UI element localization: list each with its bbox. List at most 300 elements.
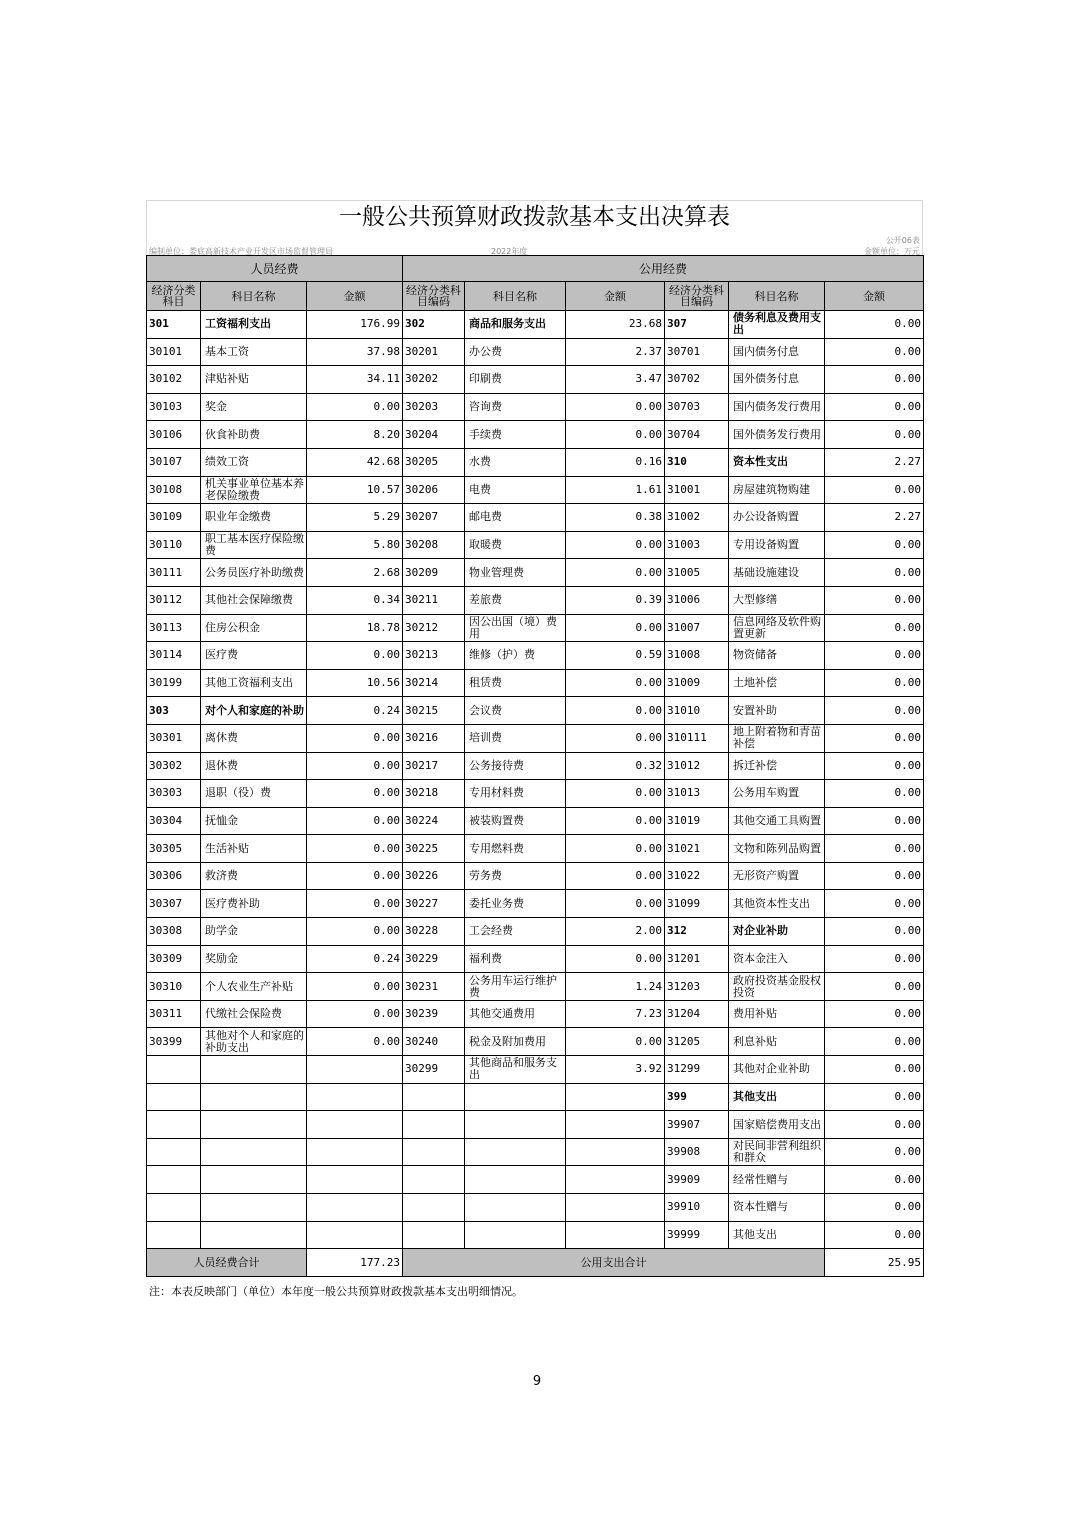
- amount: 0.16: [566, 448, 665, 476]
- amount: 0.00: [307, 973, 403, 1001]
- amount: 0.00: [825, 697, 924, 725]
- amount: 0.00: [566, 807, 665, 835]
- account-name: 专用设备购置: [729, 531, 825, 559]
- account-code: 30108: [147, 476, 201, 504]
- amount: 0.00: [825, 1000, 924, 1028]
- amount: 0.00: [825, 1138, 924, 1166]
- account-code: 30228: [403, 918, 465, 946]
- account-name: 公务用车购置: [729, 780, 825, 808]
- account-code: 30214: [403, 669, 465, 697]
- account-code: 30216: [403, 724, 465, 752]
- account-code: 30101: [147, 338, 201, 366]
- account-code: [403, 1083, 465, 1111]
- account-code: 31006: [665, 586, 729, 614]
- form-code: 公开06表: [885, 236, 920, 245]
- amount: 0.00: [566, 1028, 665, 1056]
- table-row: [147, 642, 924, 670]
- account-code: 39910: [665, 1194, 729, 1222]
- account-name: 取暖费: [465, 531, 566, 559]
- amount: 3.47: [566, 366, 665, 394]
- account-code: 31003: [665, 531, 729, 559]
- account-name: 安置补助: [729, 697, 825, 725]
- amount: 18.78: [307, 614, 403, 642]
- account-code: 303: [147, 697, 201, 725]
- account-code: 31010: [665, 697, 729, 725]
- amount: 0.00: [307, 752, 403, 780]
- table-row: [147, 697, 924, 725]
- amount: 0.00: [825, 835, 924, 863]
- public-total-label: 公用支出合计: [403, 1249, 825, 1277]
- account-name: 租赁费: [465, 669, 566, 697]
- account-code: 30212: [403, 614, 465, 642]
- account-name: 债务利息及费用支出: [729, 311, 825, 339]
- account-code: 30306: [147, 862, 201, 890]
- account-code: 30307: [147, 890, 201, 918]
- table-row: [147, 973, 924, 1001]
- account-name: 对企业补助: [729, 918, 825, 946]
- account-code: 30201: [403, 338, 465, 366]
- account-code: 31299: [665, 1056, 729, 1084]
- account-name: [465, 1221, 566, 1249]
- account-code: 31203: [665, 973, 729, 1001]
- amount: [307, 1056, 403, 1084]
- table-row: [147, 559, 924, 587]
- account-name: 劳务费: [465, 862, 566, 890]
- amount: 0.00: [307, 890, 403, 918]
- amount: 2.00: [566, 918, 665, 946]
- amount: [566, 1111, 665, 1139]
- table-row: [147, 393, 924, 421]
- account-name: 国内债务发行费用: [729, 393, 825, 421]
- amount: 34.11: [307, 366, 403, 394]
- table-body: [147, 311, 924, 1249]
- amount: 0.00: [825, 1083, 924, 1111]
- account-code: [403, 1138, 465, 1166]
- amount: 0.00: [825, 421, 924, 449]
- account-name: [465, 1111, 566, 1139]
- table-row: [147, 366, 924, 394]
- account-name: 津贴补贴: [201, 366, 307, 394]
- account-name: 奖金: [201, 393, 307, 421]
- account-name: 其他商品和服务支出: [465, 1056, 566, 1084]
- amount: [566, 1138, 665, 1166]
- account-name: 信息网络及软件购置更新: [729, 614, 825, 642]
- account-code: 30109: [147, 504, 201, 532]
- account-code: 30107: [147, 448, 201, 476]
- account-code: 30309: [147, 945, 201, 973]
- account-code: 31009: [665, 669, 729, 697]
- account-name: 其他对企业补助: [729, 1056, 825, 1084]
- page-title: 一般公共预算财政拨款基本支出决算表: [146, 200, 923, 233]
- header-amount: 金额: [566, 282, 665, 311]
- account-code: 310: [665, 448, 729, 476]
- account-code: 31021: [665, 835, 729, 863]
- account-name: 政府投资基金股权投资: [729, 973, 825, 1001]
- amount: [307, 1166, 403, 1194]
- account-code: 31002: [665, 504, 729, 532]
- amount: 0.00: [825, 973, 924, 1001]
- account-name: 救济费: [201, 862, 307, 890]
- account-code: [147, 1166, 201, 1194]
- account-name: [201, 1056, 307, 1084]
- account-code: 30304: [147, 807, 201, 835]
- amount: 1.24: [566, 973, 665, 1001]
- account-code: 30311: [147, 1000, 201, 1028]
- amount: 37.98: [307, 338, 403, 366]
- amount: 0.00: [566, 780, 665, 808]
- account-name: 文物和陈列品购置: [729, 835, 825, 863]
- amount: 176.99: [307, 311, 403, 339]
- amount: 0.38: [566, 504, 665, 532]
- account-name: [201, 1083, 307, 1111]
- table-row: [147, 752, 924, 780]
- account-code: 30239: [403, 1000, 465, 1028]
- account-code: 30106: [147, 421, 201, 449]
- amount: 23.68: [566, 311, 665, 339]
- header-name: 科目名称: [729, 282, 825, 311]
- account-name: 其他支出: [729, 1083, 825, 1111]
- account-name: 机关事业单位基本养老保险缴费: [201, 476, 307, 504]
- amount: 0.00: [307, 724, 403, 752]
- account-code: 30303: [147, 780, 201, 808]
- account-code: [147, 1194, 201, 1222]
- amount: 0.00: [307, 1028, 403, 1056]
- table-row: [147, 1221, 924, 1249]
- amount-unit: 金额单位：万元: [864, 247, 920, 256]
- account-name: 会议费: [465, 697, 566, 725]
- account-code: 312: [665, 918, 729, 946]
- account-name: 其他交通工具购置: [729, 807, 825, 835]
- amount: 0.00: [307, 780, 403, 808]
- account-name: 公务员医疗补助缴费: [201, 559, 307, 587]
- amount: 0.00: [825, 614, 924, 642]
- amount: [566, 1083, 665, 1111]
- amount: 42.68: [307, 448, 403, 476]
- amount: 2.37: [566, 338, 665, 366]
- account-name: 其他交通费用: [465, 1000, 566, 1028]
- account-name: 公务用车运行维护费: [465, 973, 566, 1001]
- account-code: 31001: [665, 476, 729, 504]
- account-name: 伙食补助费: [201, 421, 307, 449]
- account-code: 30299: [403, 1056, 465, 1084]
- account-code: 30111: [147, 559, 201, 587]
- account-code: 30202: [403, 366, 465, 394]
- amount: 0.00: [566, 531, 665, 559]
- account-name: 物业管理费: [465, 559, 566, 587]
- account-code: 30217: [403, 752, 465, 780]
- header-name: 科目名称: [465, 282, 566, 311]
- account-name: 利息补贴: [729, 1028, 825, 1056]
- account-code: 30110: [147, 531, 201, 559]
- account-name: 电费: [465, 476, 566, 504]
- account-name: 绩效工资: [201, 448, 307, 476]
- public-total-value: 25.95: [825, 1249, 924, 1277]
- account-name: [201, 1166, 307, 1194]
- amount: 0.00: [825, 1111, 924, 1139]
- amount: 0.00: [566, 724, 665, 752]
- account-code: 30209: [403, 559, 465, 587]
- account-name: 职工基本医疗保险缴费: [201, 531, 307, 559]
- account-code: [403, 1166, 465, 1194]
- account-name: 税金及附加费用: [465, 1028, 566, 1056]
- amount: 0.00: [825, 366, 924, 394]
- table-row: [147, 476, 924, 504]
- amount: 0.00: [566, 697, 665, 725]
- amount: 0.59: [566, 642, 665, 670]
- account-name: 专用材料费: [465, 780, 566, 808]
- account-code: 30203: [403, 393, 465, 421]
- account-code: 31013: [665, 780, 729, 808]
- amount: 0.00: [566, 421, 665, 449]
- account-code: [147, 1111, 201, 1139]
- account-name: 国家赔偿费用支出: [729, 1111, 825, 1139]
- account-name: 医疗费: [201, 642, 307, 670]
- account-name: 其他对个人和家庭的补助支出: [201, 1028, 307, 1056]
- account-code: 30114: [147, 642, 201, 670]
- account-code: 39907: [665, 1111, 729, 1139]
- amount: 0.00: [825, 338, 924, 366]
- table-row: [147, 1083, 924, 1111]
- group-personnel: 人员经费: [147, 256, 403, 282]
- account-name: 资本金注入: [729, 945, 825, 973]
- account-name: 对民间非营利组织和群众: [729, 1138, 825, 1166]
- group-public: 公用经费: [403, 256, 924, 282]
- account-code: 30215: [403, 697, 465, 725]
- amount: 0.00: [307, 807, 403, 835]
- table-row: [147, 531, 924, 559]
- amount: 0.00: [307, 642, 403, 670]
- amount: 0.00: [307, 393, 403, 421]
- account-name: [201, 1221, 307, 1249]
- table-row: [147, 862, 924, 890]
- account-code: 30302: [147, 752, 201, 780]
- account-name: 国外债务付息: [729, 366, 825, 394]
- header-name: 科目名称: [201, 282, 307, 311]
- amount: 0.00: [307, 835, 403, 863]
- account-code: 399: [665, 1083, 729, 1111]
- table-row: [147, 945, 924, 973]
- amount: 0.00: [825, 1028, 924, 1056]
- account-code: [403, 1194, 465, 1222]
- account-name: 退休费: [201, 752, 307, 780]
- year-label: 2022年度: [491, 247, 528, 256]
- header-code: 经济分类科目编码: [403, 282, 465, 311]
- account-name: 奖励金: [201, 945, 307, 973]
- account-code: [147, 1221, 201, 1249]
- account-name: 被装购置费: [465, 807, 566, 835]
- table-row: [147, 504, 924, 532]
- table-row: [147, 1166, 924, 1194]
- amount: 0.00: [566, 669, 665, 697]
- amount: 5.80: [307, 531, 403, 559]
- account-name: [465, 1083, 566, 1111]
- table-row: [147, 614, 924, 642]
- table-row: [147, 1194, 924, 1222]
- account-code: 30301: [147, 724, 201, 752]
- amount: 10.57: [307, 476, 403, 504]
- account-name: 印刷费: [465, 366, 566, 394]
- account-code: 39999: [665, 1221, 729, 1249]
- amount: 0.00: [825, 862, 924, 890]
- account-name: 委托业务费: [465, 890, 566, 918]
- account-name: [465, 1166, 566, 1194]
- header-amount: 金额: [307, 282, 403, 311]
- account-name: 办公设备购置: [729, 504, 825, 532]
- personnel-total-value: 177.23: [307, 1249, 403, 1277]
- account-name: 拆迁补偿: [729, 752, 825, 780]
- amount: [307, 1194, 403, 1222]
- account-name: 个人农业生产补贴: [201, 973, 307, 1001]
- account-name: 离休费: [201, 724, 307, 752]
- account-name: 经常性赠与: [729, 1166, 825, 1194]
- account-name: 抚恤金: [201, 807, 307, 835]
- amount: 0.00: [825, 1166, 924, 1194]
- account-name: 土地补偿: [729, 669, 825, 697]
- account-code: 39908: [665, 1138, 729, 1166]
- account-code: 30102: [147, 366, 201, 394]
- account-name: 无形资产购置: [729, 862, 825, 890]
- account-code: 30207: [403, 504, 465, 532]
- account-name: 职业年金缴费: [201, 504, 307, 532]
- personnel-total-label: 人员经费合计: [147, 1249, 307, 1277]
- account-name: 国内债务付息: [729, 338, 825, 366]
- account-code: 39909: [665, 1166, 729, 1194]
- account-name: 医疗费补助: [201, 890, 307, 918]
- amount: 0.00: [307, 918, 403, 946]
- amount: 0.00: [566, 945, 665, 973]
- amount: [566, 1166, 665, 1194]
- account-name: 代缴社会保险费: [201, 1000, 307, 1028]
- account-code: 30218: [403, 780, 465, 808]
- amount: 0.00: [825, 586, 924, 614]
- amount: 0.00: [825, 724, 924, 752]
- account-name: 差旅费: [465, 586, 566, 614]
- table-row: [147, 807, 924, 835]
- account-name: 咨询费: [465, 393, 566, 421]
- account-name: [201, 1111, 307, 1139]
- amount: 2.27: [825, 504, 924, 532]
- account-code: 30310: [147, 973, 201, 1001]
- account-code: 30308: [147, 918, 201, 946]
- account-name: 房屋建筑物购建: [729, 476, 825, 504]
- account-code: 30211: [403, 586, 465, 614]
- amount: 0.00: [825, 780, 924, 808]
- account-code: 30231: [403, 973, 465, 1001]
- table-row: [147, 890, 924, 918]
- amount: 10.56: [307, 669, 403, 697]
- table-row: [147, 724, 924, 752]
- account-name: 邮电费: [465, 504, 566, 532]
- amount: 0.00: [825, 559, 924, 587]
- account-name: 物资储备: [729, 642, 825, 670]
- account-code: 30113: [147, 614, 201, 642]
- account-name: [201, 1194, 307, 1222]
- account-code: 30703: [665, 393, 729, 421]
- account-code: 30704: [665, 421, 729, 449]
- account-code: [147, 1083, 201, 1111]
- table-row: [147, 918, 924, 946]
- amount: 0.00: [825, 476, 924, 504]
- amount: [307, 1138, 403, 1166]
- amount: 0.00: [825, 918, 924, 946]
- amount: 0.00: [566, 862, 665, 890]
- account-name: 大型修缮: [729, 586, 825, 614]
- account-name: 工资福利支出: [201, 311, 307, 339]
- account-name: 专用燃料费: [465, 835, 566, 863]
- account-code: 30213: [403, 642, 465, 670]
- amount: 0.39: [566, 586, 665, 614]
- account-name: [201, 1138, 307, 1166]
- amount: 2.68: [307, 559, 403, 587]
- table-row: [147, 1111, 924, 1139]
- account-code: 30206: [403, 476, 465, 504]
- account-code: 30229: [403, 945, 465, 973]
- account-name: 退职（役）费: [201, 780, 307, 808]
- account-code: 31005: [665, 559, 729, 587]
- amount: 0.00: [825, 890, 924, 918]
- sheet-meta: [146, 233, 923, 255]
- account-name: 维修（护）费: [465, 642, 566, 670]
- amount: 0.00: [307, 1000, 403, 1028]
- account-name: 手续费: [465, 421, 566, 449]
- account-name: 资本性赠与: [729, 1194, 825, 1222]
- account-code: 310111: [665, 724, 729, 752]
- account-code: 30227: [403, 890, 465, 918]
- account-code: 31022: [665, 862, 729, 890]
- amount: 0.00: [825, 1056, 924, 1084]
- account-name: 水费: [465, 448, 566, 476]
- account-code: [147, 1138, 201, 1166]
- amount: 0.24: [307, 697, 403, 725]
- account-code: 30112: [147, 586, 201, 614]
- amount: 0.32: [566, 752, 665, 780]
- amount: 0.00: [825, 531, 924, 559]
- amount: [307, 1111, 403, 1139]
- account-name: 公务接待费: [465, 752, 566, 780]
- account-code: 30225: [403, 835, 465, 863]
- account-code: 30702: [665, 366, 729, 394]
- amount: 0.00: [566, 614, 665, 642]
- expense-table: [146, 255, 924, 1277]
- account-name: 办公费: [465, 338, 566, 366]
- table-row: [147, 421, 924, 449]
- amount: 0.00: [825, 752, 924, 780]
- account-name: 住房公积金: [201, 614, 307, 642]
- table-row: [147, 780, 924, 808]
- account-name: 资本性支出: [729, 448, 825, 476]
- account-code: 30204: [403, 421, 465, 449]
- table-row: [147, 448, 924, 476]
- account-code: 31205: [665, 1028, 729, 1056]
- amount: 5.29: [307, 504, 403, 532]
- account-code: 31201: [665, 945, 729, 973]
- amount: [566, 1194, 665, 1222]
- amount: 0.00: [825, 1194, 924, 1222]
- amount: 0.00: [307, 862, 403, 890]
- account-name: 商品和服务支出: [465, 311, 566, 339]
- account-code: 31099: [665, 890, 729, 918]
- amount: 1.61: [566, 476, 665, 504]
- amount: 0.00: [825, 807, 924, 835]
- footnote: 注：本表反映部门（单位）本年度一般公共预算财政拨款基本支出明细情况。: [149, 1285, 523, 1299]
- account-name: 其他工资福利支出: [201, 669, 307, 697]
- account-code: 30103: [147, 393, 201, 421]
- account-name: 福利费: [465, 945, 566, 973]
- table-row: [147, 1138, 924, 1166]
- table-row: [147, 835, 924, 863]
- amount: 0.24: [307, 945, 403, 973]
- amount: 0.00: [566, 559, 665, 587]
